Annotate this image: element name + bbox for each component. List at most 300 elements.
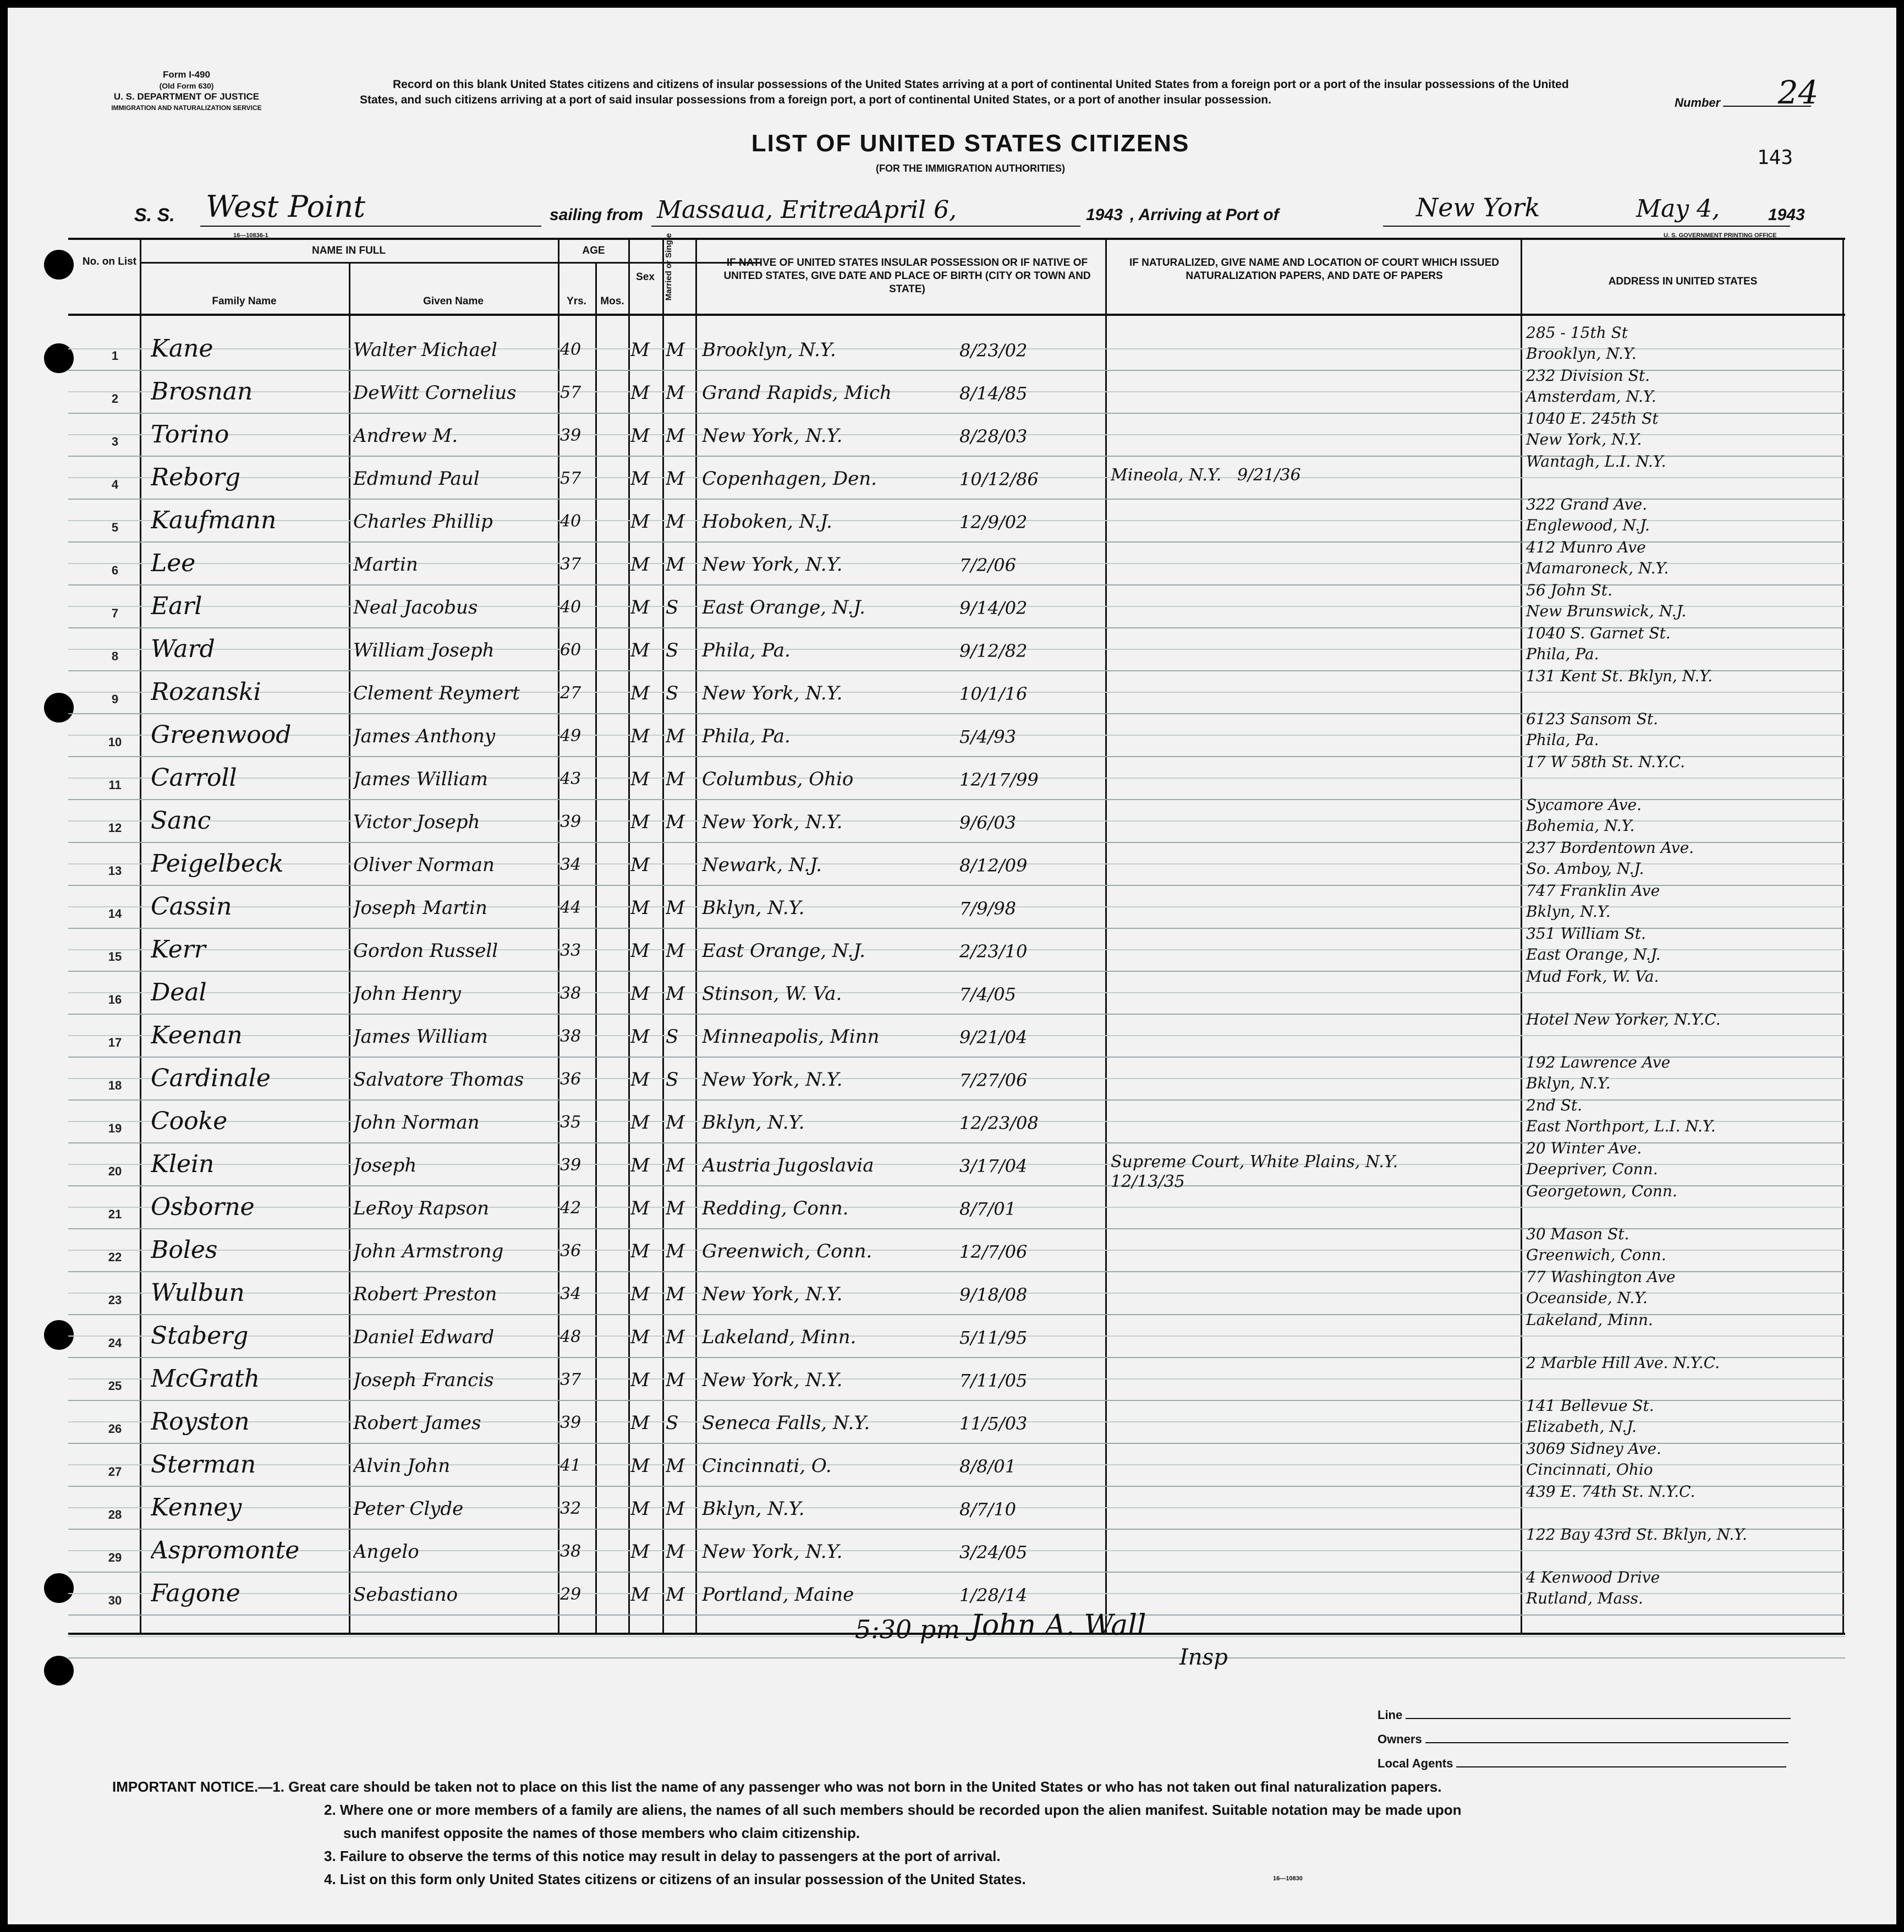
cell-sex: M: [630, 1154, 650, 1176]
cell-ms: M: [666, 425, 685, 447]
header-name-in-full: NAME IN FULL: [311, 245, 386, 256]
cell-date: 7/4/05: [959, 984, 1016, 1005]
important-notice: [112, 1775, 1873, 1891]
cell-no: 27: [108, 1465, 122, 1479]
cell-no: 12: [108, 821, 122, 835]
cell-given: Peter Clyde: [353, 1498, 464, 1520]
cell-given: Salvatore Thomas: [353, 1069, 524, 1091]
cell-date: 12/23/08: [959, 1113, 1039, 1134]
sail-year: 1943: [1086, 206, 1123, 224]
cell-yrs: 41: [560, 1456, 581, 1475]
cell-no: 15: [108, 950, 122, 964]
arrive-date: May 4,: [1636, 195, 1720, 223]
cell-date: 9/14/02: [959, 598, 1028, 619]
cell-sex: M: [630, 468, 650, 490]
cell-sex: M: [630, 1541, 650, 1563]
sailing-from-label: sailing from: [550, 206, 644, 224]
cell-family: Torino: [151, 420, 229, 448]
cell-date: 8/7/01: [959, 1198, 1016, 1219]
table-bottom-rule: [68, 1633, 1845, 1635]
cell-given: Gordon Russell: [353, 940, 498, 962]
cell-given: Joseph Francis: [353, 1369, 494, 1391]
cell-sex: M: [630, 768, 650, 790]
punch-hole: [44, 250, 74, 280]
cell-addr: 351 William St. East Orange, N.J.: [1526, 924, 1661, 964]
ss-label: S. S.: [134, 205, 175, 226]
cell-place: Austria Jugoslavia: [702, 1154, 874, 1176]
cell-family: Carroll: [151, 764, 237, 792]
cell-ms: S: [666, 1069, 679, 1091]
cell-ms: M: [666, 1326, 685, 1348]
cell-family: Cardinale: [151, 1064, 271, 1092]
cell-yrs: 48: [560, 1327, 581, 1347]
cell-addr: 3069 Sidney Ave. Cincinnati, Ohio: [1526, 1440, 1661, 1479]
row-rule: [68, 1657, 1845, 1659]
footer-agents-label: Local Agents: [1378, 1756, 1786, 1771]
arrive-year: 1943: [1768, 206, 1805, 224]
cell-sex: M: [630, 1112, 650, 1134]
port-from: Massaua, Eritrea: [657, 196, 868, 224]
header-birth: IF NATIVE OF UNITED STATES INSULAR POSSESSION OR IF NATIVE OF UNITED STATES, GIVE DATE AND PLACE OF BIRTH (CITY OR TOWN AND STATE): [723, 257, 1091, 295]
cell-yrs: 49: [560, 726, 581, 746]
cell-sex: M: [630, 1412, 650, 1434]
cell-place: New York, N.Y.: [702, 682, 843, 704]
cell-sex: M: [630, 1283, 650, 1305]
cell-yrs: 36: [560, 1241, 581, 1261]
arriving-label: , Arriving at Port of: [1130, 206, 1279, 224]
cell-yrs: 37: [560, 555, 581, 574]
cell-place: Copenhagen, Den.: [702, 468, 877, 490]
cell-addr: 285 - 15th St Brooklyn, N.Y.: [1526, 324, 1637, 363]
cell-given: William Joseph: [353, 639, 495, 661]
cell-ms: M: [666, 382, 685, 404]
cell-no: 20: [108, 1164, 122, 1178]
number-label: Number: [1675, 96, 1721, 110]
cell-family: Kane: [151, 335, 213, 363]
cell-date: 8/8/01: [959, 1456, 1016, 1477]
cell-date: 1/28/14: [959, 1585, 1028, 1606]
cell-place: Phila, Pa.: [702, 725, 791, 747]
cell-addr: 30 Mason St. Greenwich, Conn.: [1526, 1225, 1666, 1264]
header-given-name: Given Name: [423, 295, 484, 307]
cell-place: Columbus, Ohio: [702, 768, 854, 790]
cell-addr: 439 E. 74th St. N.Y.C.: [1526, 1482, 1696, 1501]
cell-yrs: 40: [560, 598, 581, 617]
cell-addr: 4 Kenwood Drive Rutland, Mass.: [1526, 1568, 1660, 1607]
cell-family: Fagone: [151, 1579, 240, 1607]
cell-sex: M: [630, 511, 650, 533]
cell-ms: M: [666, 1112, 685, 1134]
header-address: ADDRESS IN UNITED STATES: [1608, 276, 1758, 287]
cell-addr: Sycamore Ave. Bohemia, N.Y.: [1526, 796, 1642, 835]
cell-sex: M: [630, 1069, 650, 1091]
cell-given: Robert Preston: [353, 1283, 497, 1305]
port-to: New York: [1416, 193, 1540, 222]
cell-addr: Mud Fork, W. Va.: [1526, 967, 1659, 986]
cell-no: 17: [108, 1036, 122, 1049]
page-subtitle: (FOR THE IMMIGRATION AUTHORITIES): [876, 163, 1065, 174]
cell-ms: M: [666, 468, 685, 490]
cell-no: 3: [111, 435, 119, 448]
cell-addr: 77 Washington Ave Oceanside, N.Y.: [1526, 1268, 1676, 1307]
cell-yrs: 29: [560, 1585, 581, 1604]
cell-family: Greenwood: [151, 721, 292, 749]
cell-family: Boles: [151, 1236, 218, 1264]
cell-family: Deal: [151, 978, 207, 1006]
cell-sex: M: [630, 897, 650, 919]
cell-no: 18: [108, 1079, 122, 1092]
cell-place: New York, N.Y.: [702, 1069, 843, 1091]
form-id-block: [104, 69, 269, 113]
cell-addr: 412 Munro Ave Mamaroneck, N.Y.: [1526, 538, 1669, 577]
old-form-id: (Old Form 630): [159, 81, 214, 90]
cell-ms: M: [666, 940, 685, 962]
cell-ms: S: [666, 639, 679, 661]
manifest-sheet: [8, 8, 1896, 1924]
signature-time: 5:30 pm: [855, 1614, 960, 1644]
cell-ms: M: [666, 511, 685, 533]
notice-2a: 2. Where one or more members of a family are aliens, the names of all such members should be recorded upon the alien manifest. Suitable notation may be made upon: [324, 1802, 1462, 1818]
cell-family: McGrath: [151, 1365, 260, 1393]
header-yrs: Yrs.: [567, 295, 586, 307]
cell-yrs: 38: [560, 1027, 581, 1046]
number-value: 24: [1777, 74, 1819, 111]
cell-family: Kenney: [151, 1493, 242, 1521]
cell-addr: 2nd St. East Northport, L.I. N.Y.: [1526, 1096, 1716, 1135]
cell-place: New York, N.Y.: [702, 1369, 843, 1391]
cell-sex: M: [630, 682, 650, 704]
header-age: AGE: [582, 245, 605, 256]
cell-place: Greenwich, Conn.: [702, 1240, 873, 1262]
cell-ms: M: [666, 1584, 685, 1606]
header-naturalized: IF NATURALIZED, GIVE NAME AND LOCATION OF COURT WHICH ISSUED NATURALIZATION PAPERS, AND DATE OF PAPERS: [1129, 257, 1499, 282]
cell-given: Charles Phillip: [353, 511, 493, 533]
cell-addr: 6123 Sansom St. Phila, Pa.: [1526, 710, 1659, 749]
cell-ms: M: [666, 554, 685, 576]
cell-addr: 192 Lawrence Ave Bklyn, N.Y.: [1526, 1053, 1671, 1092]
form-id: Form I-490: [163, 69, 210, 80]
cell-given: Victor Joseph: [353, 811, 480, 833]
cell-no: 13: [108, 864, 122, 878]
cell-yrs: 35: [560, 1113, 581, 1132]
cell-yrs: 27: [560, 683, 581, 703]
cell-ms: M: [666, 811, 685, 833]
cell-ms: S: [666, 596, 679, 619]
cell-family: Ward: [151, 635, 215, 663]
cell-no: 25: [108, 1379, 122, 1393]
cell-family: Kaufmann: [151, 506, 277, 534]
cell-no: 5: [111, 521, 119, 534]
cell-given: Edmund Paul: [353, 468, 480, 490]
cell-place: Phila, Pa.: [702, 639, 791, 661]
cell-sex: M: [630, 1026, 650, 1048]
cell-no: 19: [108, 1121, 122, 1135]
cell-date: 9/21/04: [959, 1027, 1028, 1048]
header-no: No. on List: [82, 256, 137, 267]
cell-addr: 1040 E. 245th St New York, N.Y.: [1526, 409, 1659, 448]
cell-family: Klein: [151, 1150, 215, 1178]
cell-date: 8/14/85: [959, 383, 1028, 404]
cell-sex: M: [630, 940, 650, 962]
cell-addr: 232 Division St. Amsterdam, N.Y.: [1526, 366, 1656, 406]
cell-yrs: 57: [560, 383, 581, 402]
number-field: [1675, 74, 1819, 111]
cell-date: 7/2/06: [959, 555, 1016, 576]
cell-place: Stinson, W. Va.: [702, 983, 842, 1005]
cell-addr: 122 Bay 43rd St. Bklyn, N.Y.: [1526, 1525, 1747, 1544]
inspector-signature: John A. Wall: [970, 1609, 1146, 1642]
notice-heading: IMPORTANT NOTICE.—1.: [112, 1778, 284, 1795]
cell-yrs: 39: [560, 426, 581, 445]
cell-ms: S: [666, 1026, 679, 1048]
page-number: 143: [1757, 146, 1793, 169]
notice-3: 3. Failure to observe the terms of this notice may result in delay to passengers at the port of arrival.: [324, 1848, 1001, 1864]
cell-yrs: 34: [560, 1284, 581, 1304]
department: U. S. DEPARTMENT OF JUSTICE: [113, 91, 260, 102]
cell-given: Oliver Norman: [353, 854, 495, 876]
notice-code: 16—10830: [1273, 1875, 1303, 1882]
cell-yrs: 39: [560, 812, 581, 831]
cell-date: 7/27/06: [959, 1070, 1028, 1091]
punch-hole: [44, 1573, 74, 1603]
cell-no: 28: [108, 1508, 122, 1521]
cell-given: Angelo: [353, 1541, 419, 1563]
cell-sex: M: [630, 554, 650, 576]
header-mos: Mos.: [600, 295, 624, 307]
cell-no: 23: [108, 1293, 122, 1307]
cell-no: 11: [108, 778, 122, 792]
notice-4: 4. List on this form only United States citizens or citizens of an insular possession of the United States.: [324, 1871, 1026, 1887]
cell-sex: M: [630, 983, 650, 1005]
cell-family: Wulbun: [151, 1279, 245, 1307]
cell-date: 7/11/05: [959, 1370, 1028, 1391]
cell-family: Royston: [151, 1408, 250, 1436]
cell-family: Aspromonte: [151, 1536, 300, 1564]
cell-no: 26: [108, 1422, 122, 1436]
cell-date: 2/23/10: [959, 941, 1028, 962]
cell-ms: M: [666, 1455, 685, 1477]
cell-place: New York, N.Y.: [702, 811, 843, 833]
cell-date: 9/6/03: [959, 812, 1016, 833]
cell-place: Redding, Conn.: [702, 1197, 849, 1219]
cell-given: Alvin John: [353, 1455, 451, 1477]
cell-given: John Armstrong: [353, 1240, 504, 1262]
cell-no: 10: [108, 735, 122, 749]
cell-sex: M: [630, 725, 650, 747]
cell-place: Bklyn, N.Y.: [702, 1112, 805, 1134]
cell-sex: M: [630, 1369, 650, 1391]
cell-given: Daniel Edward: [353, 1326, 495, 1348]
cell-family: Sanc: [151, 807, 211, 835]
cell-date: 8/12/09: [959, 855, 1028, 876]
cell-ms: M: [666, 1240, 685, 1262]
cell-ms: M: [666, 1498, 685, 1520]
cell-yrs: 43: [560, 769, 581, 789]
cell-ms: M: [666, 725, 685, 747]
cell-place: New York, N.Y.: [702, 1283, 843, 1305]
cell-ms: M: [666, 1369, 685, 1391]
cell-ms: M: [666, 1283, 685, 1305]
cell-addr: 1040 S. Garnet St. Phila, Pa.: [1526, 624, 1671, 663]
cell-no: 29: [108, 1551, 122, 1564]
cell-sex: M: [630, 811, 650, 833]
preamble: Record on this blank United States citizens and citizens of insular possessions of the United States arriving at a port of continental United States from a foreign port or a port of the insular possessions of the United States, and such citizens arriving at a port of said insular possessions from a foreign port, a port of continental United States, or a port of another insular possession.: [360, 78, 1569, 106]
cell-place: Bklyn, N.Y.: [702, 1498, 805, 1520]
cell-addr: Wantagh, L.I. N.Y.: [1526, 452, 1666, 470]
cell-addr: 747 Franklin Ave Bklyn, N.Y.: [1526, 882, 1660, 921]
cell-ms: M: [666, 339, 685, 361]
cell-no: 9: [111, 692, 119, 706]
cell-place: Portland, Maine: [702, 1584, 854, 1606]
cell-ms: M: [666, 983, 685, 1005]
cell-place: East Orange, N.J.: [702, 940, 865, 962]
cell-given: James William: [353, 768, 488, 790]
cell-given: James William: [353, 1026, 488, 1048]
cell-yrs: 36: [560, 1070, 581, 1089]
cell-date: 8/23/02: [959, 340, 1028, 361]
cell-yrs: 44: [560, 898, 581, 917]
cell-yrs: 33: [560, 941, 581, 960]
service: IMMIGRATION AND NATURALIZATION SERVICE: [111, 104, 262, 112]
cell-sex: M: [630, 596, 650, 619]
cell-addr: 322 Grand Ave. Englewood, N.J.: [1526, 495, 1650, 534]
cell-given: Clement Reymert: [353, 682, 520, 704]
cell-given: Martin: [353, 554, 418, 576]
cell-no: 16: [108, 993, 122, 1006]
cell-family: Kerr: [151, 935, 206, 964]
cell-no: 21: [108, 1207, 122, 1221]
cell-date: 10/12/86: [959, 469, 1039, 490]
cell-no: 2: [111, 392, 119, 406]
inspector-title: Insp: [1179, 1645, 1228, 1670]
cell-no: 1: [111, 349, 119, 363]
cell-yrs: 40: [560, 512, 581, 531]
cell-family: Brosnan: [151, 377, 253, 406]
header-family-name: Family Name: [212, 295, 277, 307]
cell-place: Seneca Falls, N.Y.: [702, 1412, 870, 1434]
cell-family: Reborg: [151, 463, 241, 491]
cell-place: East Orange, N.J.: [702, 596, 865, 619]
cell-ms: M: [666, 1154, 685, 1176]
punch-hole: [44, 693, 74, 723]
notice-2b: such manifest opposite the names of those members who claim citizenship.: [343, 1825, 860, 1841]
cell-given: John Norman: [353, 1112, 480, 1134]
cell-yrs: 37: [560, 1370, 581, 1389]
cell-given: Joseph: [353, 1154, 417, 1176]
cell-ms: M: [666, 1197, 685, 1219]
cell-date: 3/24/05: [959, 1542, 1028, 1563]
cell-date: 8/7/10: [959, 1499, 1016, 1520]
cell-place: Cincinnati, O.: [702, 1455, 832, 1477]
header-sex: Sex: [636, 271, 655, 283]
cell-yrs: 40: [560, 340, 581, 359]
cell-ms: S: [666, 682, 679, 704]
cell-date: 3/17/04: [959, 1156, 1028, 1176]
ship-name: West Point: [206, 189, 366, 224]
cell-yrs: 38: [560, 984, 581, 1003]
footer-owners-label: Owners: [1378, 1732, 1788, 1747]
cell-place: Brooklyn, N.Y.: [702, 339, 836, 361]
cell-family: Cassin: [151, 893, 232, 921]
cell-yrs: 32: [560, 1499, 581, 1518]
cell-given: Andrew M.: [353, 425, 458, 447]
cell-addr: Lakeland, Minn.: [1526, 1311, 1653, 1329]
sail-date: April 6,: [866, 196, 957, 224]
cell-given: John Henry: [353, 983, 461, 1005]
cell-yrs: 39: [560, 1413, 581, 1432]
cell-nat: Mineola, N.Y. 9/21/36: [1111, 466, 1301, 485]
cell-no: 30: [108, 1594, 122, 1607]
cell-addr: Georgetown, Conn.: [1526, 1182, 1677, 1200]
table-header-rule: [68, 314, 1845, 316]
cell-addr: Hotel New Yorker, N.Y.C.: [1526, 1010, 1721, 1028]
cell-given: James Anthony: [353, 725, 496, 747]
cell-yrs: 39: [560, 1156, 581, 1175]
cell-sex: M: [630, 382, 650, 404]
cell-place: New York, N.Y.: [702, 425, 843, 447]
cell-no: 7: [111, 606, 119, 620]
cell-family: Lee: [151, 549, 196, 577]
cell-date: 12/7/06: [959, 1241, 1028, 1262]
cell-sex: M: [630, 425, 650, 447]
cell-no: 22: [108, 1250, 122, 1264]
punch-hole: [44, 1656, 74, 1685]
cell-place: New York, N.Y.: [702, 1541, 843, 1563]
cell-place: Hoboken, N.J.: [702, 511, 832, 533]
cell-family: Rozanski: [151, 678, 261, 706]
footer-line-label: Line: [1378, 1708, 1791, 1722]
cell-no: 14: [108, 907, 122, 921]
gpo-mark: U. S. GOVERNMENT PRINTING OFFICE: [1664, 232, 1777, 239]
cell-sex: M: [630, 1326, 650, 1348]
cell-addr: 17 W 58th St. N.Y.C.: [1526, 753, 1685, 771]
cell-date: 9/18/08: [959, 1284, 1028, 1305]
cell-sex: M: [630, 639, 650, 661]
cell-place: Bklyn, N.Y.: [702, 897, 805, 919]
cell-date: 9/12/82: [959, 641, 1028, 661]
cell-family: Osborne: [151, 1193, 255, 1221]
cell-place: Lakeland, Minn.: [702, 1326, 857, 1348]
cell-family: Earl: [151, 592, 202, 620]
cell-family: Sterman: [151, 1451, 256, 1479]
cell-given: Joseph Martin: [353, 897, 487, 919]
cell-given: Neal Jacobus: [353, 596, 478, 619]
cell-ms: M: [666, 768, 685, 790]
cell-family: Keenan: [151, 1021, 243, 1049]
punch-hole: [44, 1320, 74, 1350]
cell-ms: M: [666, 897, 685, 919]
cell-no: 4: [111, 478, 119, 491]
cell-ms: S: [666, 1412, 679, 1434]
cell-addr: 131 Kent St. Bklyn, N.Y.: [1526, 667, 1713, 685]
print-code: 16—10836-1: [233, 232, 268, 239]
cell-given: LeRoy Rapson: [353, 1197, 490, 1219]
cell-given: Robert James: [353, 1412, 481, 1434]
cell-given: Sebastiano: [353, 1584, 458, 1606]
table-top-rule: [68, 238, 1845, 240]
cell-sex: M: [630, 1498, 650, 1520]
cell-given: Walter Michael: [353, 339, 497, 361]
cell-sex: M: [630, 339, 650, 361]
cell-family: Peigelbeck: [151, 850, 284, 878]
cell-yrs: 57: [560, 469, 581, 488]
cell-sex: M: [630, 854, 650, 876]
cell-place: Newark, N.J.: [702, 854, 822, 876]
cell-family: Cooke: [151, 1107, 228, 1135]
cell-date: 12/17/99: [959, 769, 1039, 790]
page-title: LIST OF UNITED STATES CITIZENS: [751, 130, 1190, 157]
cell-place: Grand Rapids, Mich: [702, 382, 892, 404]
